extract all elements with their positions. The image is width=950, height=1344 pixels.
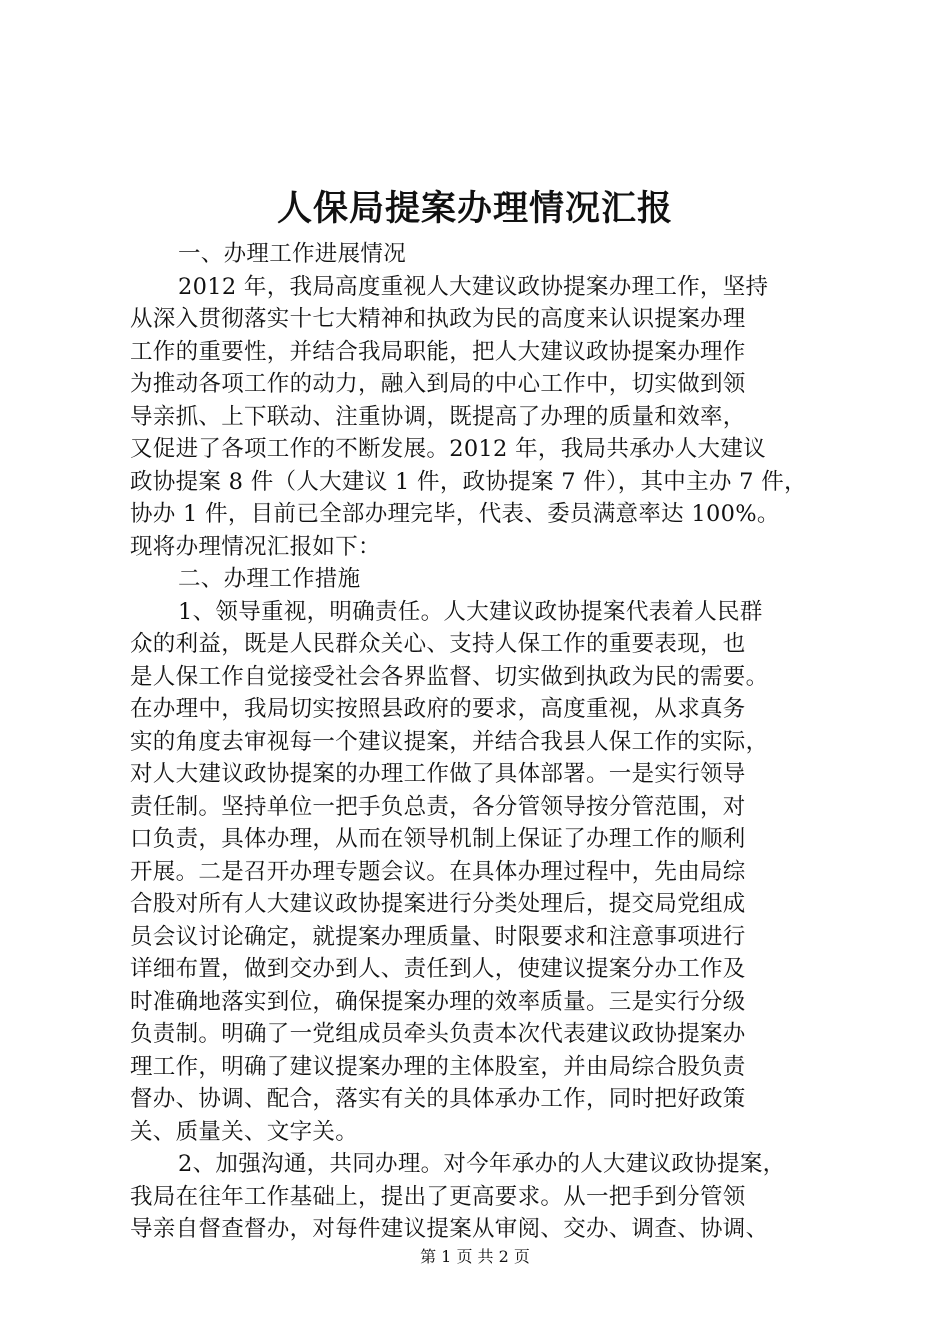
body-line: 是人保工作自觉接受社会各界监督、切实做到执政为民的需要。 [130, 663, 769, 690]
body-line: 现将办理情况汇报如下： [130, 533, 381, 560]
document-body [130, 238, 850, 1246]
page-footer: 第 1 页 共 2 页 [420, 1247, 530, 1266]
body-line: 协办 1 件，目前已全部办理完毕，代表、委员满意率达 100%。 [130, 501, 780, 527]
document-title: 人保局提案办理情况汇报 [276, 188, 673, 229]
body-line: 导亲抓、上下联动、注重协调，既提高了办理的质量和效率， [130, 403, 746, 430]
body-line: 众的利益，既是人民群众关心、支持人保工作的重要表现，也 [130, 631, 746, 657]
body-line: 政协提案 8 件（人大建议 1 件，政协提案 7 件），其中主办 7 件， [130, 468, 807, 495]
body-line: 详细布置，做到交办到人、责任到人，使建议提案分办工作及 [130, 956, 746, 982]
body-line: 工作的重要性，并结合我局职能，把人大建议政协提案办理作 [130, 338, 746, 365]
body-line: 一、办理工作进展情况 [178, 241, 407, 267]
body-line: 二、办理工作措施 [178, 566, 361, 592]
body-line: 在办理中，我局切实按照县政府的要求，高度重视，从求真务 [130, 696, 746, 722]
body-line: 2012 年，我局高度重视人大建议政协提案办理工作，坚持 [178, 273, 769, 300]
body-line: 从深入贯彻落实十七大精神和执政为民的高度来认识提案办理 [130, 306, 746, 332]
body-line: 员会议讨论确定，就提案办理质量、时限要求和注意事项进行 [130, 923, 746, 950]
body-line: 督办、协调、配合，落实有关的具体承办工作，同时把好政策 [130, 1086, 746, 1112]
body-line: 关、质量关、文字关。 [130, 1118, 359, 1145]
body-line: 口负责，具体办理，从而在领导机制上保证了办理工作的顺利 [130, 826, 746, 852]
body-line: 合股对所有人大建议政协提案进行分类处理后，提交局党组成 [130, 891, 746, 917]
body-line: 理工作，明确了建议提案办理的主体股室，并由局综合股负责 [130, 1053, 746, 1080]
body-line: 时准确地落实到位，确保提案办理的效率质量。三是实行分级 [130, 988, 746, 1015]
body-line: 为推动各项工作的动力，融入到局的中心工作中，切实做到领 [130, 371, 746, 397]
body-line: 开展。二是召开办理专题会议。在具体办理过程中，先由局综 [130, 858, 746, 885]
body-line: 负责制。明确了一党组成员牵头负责本次代表建议政协提案办 [130, 1021, 746, 1047]
body-line: 又促进了各项工作的不断发展。2012 年，我局共承办人大建议 [130, 436, 766, 462]
body-line: 责任制。坚持单位一把手负总责，各分管领导按分管范围，对 [130, 793, 746, 820]
body-line: 2、加强沟通，共同办理。对今年承办的人大建议政协提案， [178, 1151, 786, 1177]
body-line: 我局在往年工作基础上，提出了更高要求。从一把手到分管领 [130, 1183, 746, 1210]
body-line: 导亲自督查督办，对每件建议提案从审阅、交办、调查、协调、 [130, 1216, 769, 1242]
body-line: 1、领导重视，明确责任。人大建议政协提案代表着人民群 [178, 598, 763, 625]
body-line: 实的角度去审视每一个建议提案，并结合我县人保工作的实际， [130, 728, 769, 755]
body-line: 对人大建议政协提案的办理工作做了具体部署。一是实行领导 [130, 761, 746, 787]
